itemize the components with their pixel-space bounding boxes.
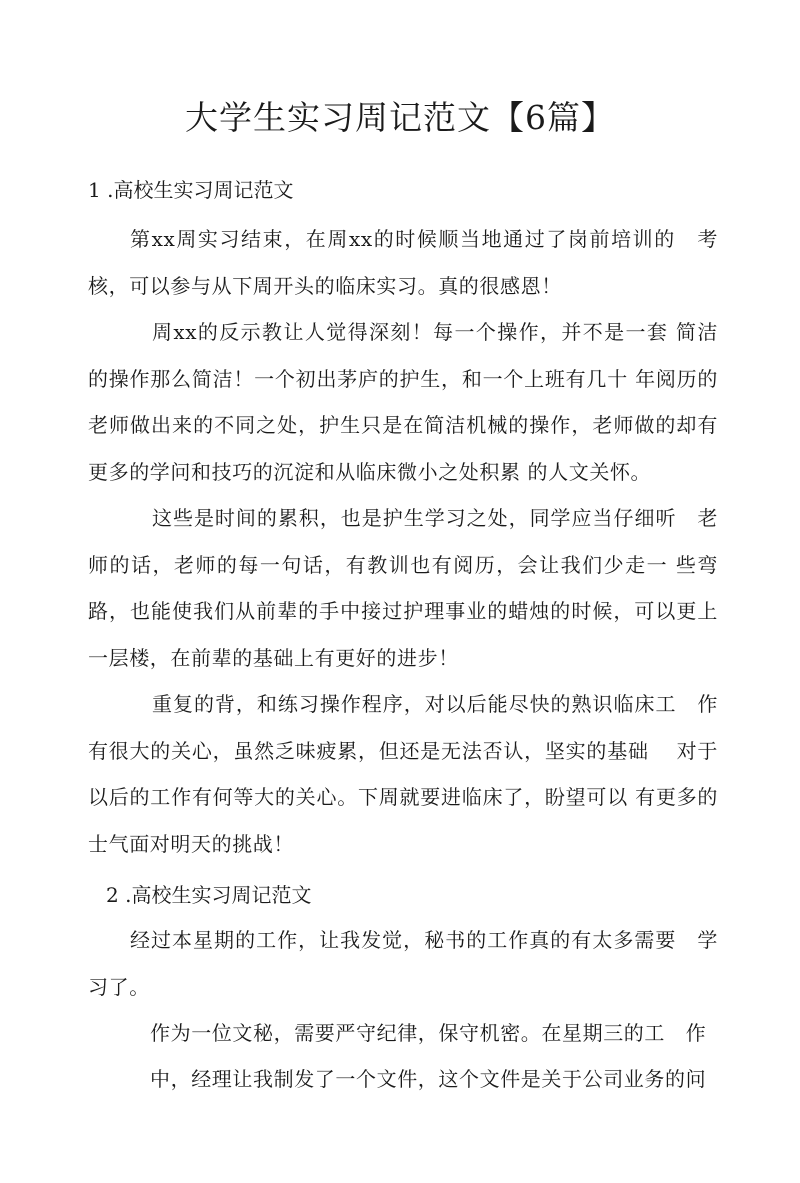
section-2-paragraph-1: 经过本星期的工作，让我发觉，秘书的工作真的有太多需要 学习了。 [88, 928, 718, 999]
section-2-paragraph-3: 中，经理让我制发了一个文件，这个文件是关于公司业务的问 [150, 1067, 707, 1091]
section-heading-1: 1 .高校生实习周记范文 [88, 178, 294, 202]
section-1-paragraph-1: 第xx周实习结束，在周xx的时候顺当地通过了岗前培训的 考核，可以参与从下周开头的临床实习。真的很感恩！ [88, 227, 718, 298]
section-1-paragraph-4: 重复的背，和练习操作程序，对以后能尽快的熟识临床工 作有很大的关心，虽然乏味疲累，但还是无法否认，坚实的基础 对于以后的工作有何等大的关心。下周就要进临床了，盼望可以 有更多的士气面对明天的挑战！ [88, 692, 718, 856]
section-1-paragraph-3: 这些是时间的累积，也是护生学习之处，同学应当仔细听 老师的话，老师的每一句话，有教训也有阅历，会让我们少走一 些弯路，也能使我们从前辈的手中接过护理事业的蜡烛的时候，可以更上一层楼，在前辈的基础上有更好的进步！ [88, 506, 718, 670]
section-2-paragraph-2: 作为一位文秘，需要严守纪律，保守机密。在星期三的工 作 [150, 1021, 707, 1045]
section-1-paragraph-2: 周xx的反示教让人觉得深刻！每一个操作，并不是一套 简洁的操作那么简洁！一个初出茅庐的护生，和一个上班有几十 年阅历的老师做出来的不同之处，护生只是在简洁机械的操作，老师做的却有更多的学问和技巧的沉淀和从临床微小之处积累 的人文关怀。 [88, 320, 718, 484]
section-heading-2: 2 .高校生实习周记范文 [106, 883, 312, 907]
document-title: 大学生实习周记范文【6篇】 [185, 98, 615, 137]
